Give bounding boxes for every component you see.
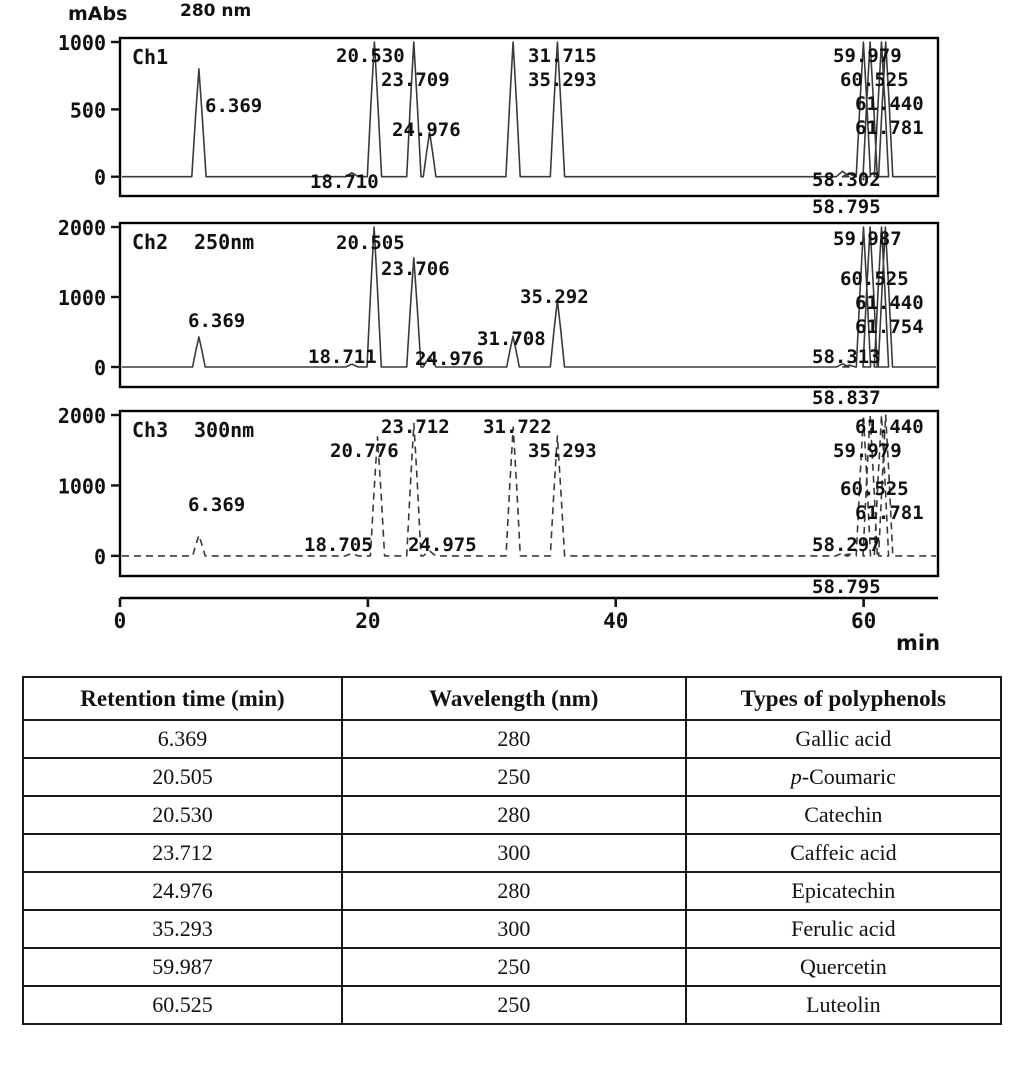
peak-label-61.440: 61.440 xyxy=(855,292,924,314)
peak-label-58.297: 58.297 xyxy=(812,534,881,556)
cell-retention-time: 59.987 xyxy=(23,948,342,986)
peak-label-6.369: 6.369 xyxy=(205,95,263,117)
cell-polyphenol-type: Ferulic acid xyxy=(686,910,1001,948)
cell-wavelength: 300 xyxy=(342,834,686,872)
peak-label-23.706: 23.706 xyxy=(381,258,450,280)
cell-retention-time: 23.712 xyxy=(23,834,342,872)
cell-retention-time: 20.505 xyxy=(23,758,342,796)
peak-label-61.440: 61.440 xyxy=(855,416,924,438)
y-tick-label: 500 xyxy=(69,98,106,123)
y-tick-label: 1000 xyxy=(57,31,106,55)
peak-label-60.525: 60.525 xyxy=(840,268,909,290)
y-tick-label: 1000 xyxy=(57,474,106,499)
cell-polyphenol-type: Quercetin xyxy=(686,948,1001,986)
cell-wavelength: 250 xyxy=(342,948,686,986)
peak-label-24.976: 24.976 xyxy=(415,348,484,370)
peak-label-60.525: 60.525 xyxy=(840,478,909,500)
table-body xyxy=(23,720,1001,1024)
peak-label-31.715: 31.715 xyxy=(528,45,597,67)
x-tick-label: 60 xyxy=(850,609,877,633)
table-row xyxy=(23,720,1001,758)
peak-label-below-58.837-1: 58.837 xyxy=(812,387,881,409)
panel-wavelength-label: 300nm xyxy=(194,418,255,442)
peak-label-20.776: 20.776 xyxy=(330,440,399,462)
peak-label-61.781: 61.781 xyxy=(855,502,924,524)
peak-label-18.705: 18.705 xyxy=(304,534,373,556)
y-tick-label: 1000 xyxy=(57,285,106,310)
peak-label-58.313: 58.313 xyxy=(812,346,881,368)
y-tick-label: 0 xyxy=(93,544,106,569)
peak-label-24.976: 24.976 xyxy=(392,119,461,141)
peak-label-18.710: 18.710 xyxy=(310,171,379,193)
peak-label-31.708: 31.708 xyxy=(477,328,546,350)
header-types: Types of polyphenols xyxy=(686,677,1001,720)
cell-wavelength: 280 xyxy=(342,796,686,834)
cell-retention-time: 6.369 xyxy=(23,720,342,758)
table-row xyxy=(23,872,1001,910)
peak-label-35.293: 35.293 xyxy=(528,69,597,91)
peak-label-23.709: 23.709 xyxy=(381,69,450,91)
cell-wavelength: 250 xyxy=(342,986,686,1024)
x-axis-label: min xyxy=(895,631,941,655)
y-tick-label: 2000 xyxy=(57,216,106,240)
y-tick-label: 0 xyxy=(93,165,106,190)
polyphenol-table xyxy=(22,676,1002,1025)
peak-label-35.293: 35.293 xyxy=(528,440,597,462)
panel-wavelength-label: 250nm xyxy=(194,230,255,254)
peak-label-59.979: 59.979 xyxy=(833,440,902,462)
table-row xyxy=(23,796,1001,834)
peak-label-59.979: 59.979 xyxy=(833,45,902,67)
table-row xyxy=(23,758,1001,796)
peak-label-58.302: 58.302 xyxy=(812,169,881,191)
panel-ch1 xyxy=(58,31,938,196)
polyphenol-table-wrapper xyxy=(22,676,1002,1025)
table-header-row xyxy=(23,677,1001,720)
peak-label-18.711: 18.711 xyxy=(308,346,377,368)
cell-wavelength: 280 xyxy=(342,872,686,910)
cell-polyphenol-type: Caffeic acid xyxy=(686,834,1001,872)
header-retention-time: Retention time (min) xyxy=(23,677,342,720)
peak-label-60.525: 60.525 xyxy=(840,69,909,91)
cell-polyphenol-type: Gallic acid xyxy=(686,720,1001,758)
cell-retention-time: 60.525 xyxy=(23,986,342,1024)
peak-label-20.530: 20.530 xyxy=(336,45,405,67)
x-tick-label: 0 xyxy=(113,609,127,633)
peak-label-6.369: 6.369 xyxy=(188,310,246,332)
cell-polyphenol-type: Luteolin xyxy=(686,986,1001,1024)
cell-wavelength: 300 xyxy=(342,910,686,948)
cell-wavelength: 280 xyxy=(342,720,686,758)
header-wavelength: Wavelength (nm) xyxy=(342,677,686,720)
peak-label-24.975: 24.975 xyxy=(408,534,477,556)
cell-wavelength: 250 xyxy=(342,758,686,796)
peak-label-below-58.795-2: 58.795 xyxy=(812,576,881,598)
peak-label-61.440: 61.440 xyxy=(855,93,924,115)
cell-retention-time: 35.293 xyxy=(23,910,342,948)
y-axis-unit-label: mAbs xyxy=(68,3,128,25)
table-head xyxy=(23,677,1001,720)
peak-label-61.781: 61.781 xyxy=(855,117,924,139)
channel-label: Ch2 xyxy=(132,230,169,254)
peak-label-23.712: 23.712 xyxy=(381,416,450,438)
peak-label-20.505: 20.505 xyxy=(336,232,405,254)
peak-label-61.754: 61.754 xyxy=(855,316,924,338)
channel-label: Ch3 xyxy=(132,418,169,442)
peak-label-below-58.795-0: 58.795 xyxy=(812,196,881,218)
peak-label-59.987: 59.987 xyxy=(833,228,902,250)
peak-label-6.369: 6.369 xyxy=(188,494,246,516)
cell-retention-time: 20.530 xyxy=(23,796,342,834)
top-wavelength-label: 280 nm xyxy=(180,1,252,21)
cell-polyphenol-type: Catechin xyxy=(686,796,1001,834)
x-tick-label: 20 xyxy=(355,609,381,633)
table-row xyxy=(23,910,1001,948)
table-row xyxy=(23,948,1001,986)
cell-polyphenol-type: Epicatechin xyxy=(686,872,1001,910)
peak-label-35.292: 35.292 xyxy=(520,286,589,308)
table-row xyxy=(23,986,1001,1024)
panel-ch2 xyxy=(58,216,938,387)
y-tick-label: 2000 xyxy=(57,404,106,428)
x-tick-label: 40 xyxy=(603,609,629,633)
italic-prefix: p xyxy=(790,764,802,790)
cell-retention-time: 24.976 xyxy=(23,872,342,910)
peak-label-31.722: 31.722 xyxy=(483,416,552,438)
cell-polyphenol-type: p-Coumaric xyxy=(686,758,1001,796)
channel-label: Ch1 xyxy=(132,45,169,69)
table-row xyxy=(23,834,1001,872)
y-tick-label: 0 xyxy=(93,355,106,380)
